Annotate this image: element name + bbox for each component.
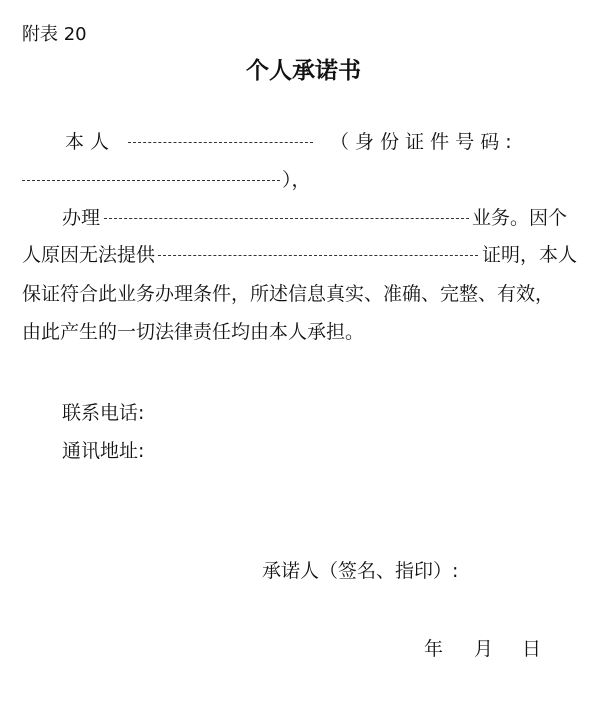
id-number-label: （ 身 份 证 件 号 码 : xyxy=(330,131,512,153)
guarantee-text: 保证符合此业务办理条件，所述信息真实、准确、完整、有效， xyxy=(22,283,555,305)
certificate-suffix: 证明，本人 xyxy=(482,244,578,266)
date-month-label: 月 xyxy=(474,638,494,660)
document-title: 个人承诺书 xyxy=(246,57,361,84)
attachment-label: 附表 20 xyxy=(22,24,87,45)
liability-text: 由此产生的一切法律责任均由本人承担。 xyxy=(22,321,365,343)
id-number-close: ）， xyxy=(282,169,311,191)
handle-label: 办理 xyxy=(62,207,101,229)
business-suffix: 业务。因个 xyxy=(472,207,568,229)
date-year-label: 年 xyxy=(424,638,444,660)
date-day-label: 日 xyxy=(522,638,542,660)
date-row xyxy=(0,634,607,664)
certificate-fill-line[interactable] xyxy=(158,255,478,256)
reason-label: 人原因无法提供 xyxy=(22,244,156,266)
contact-phone-label: 联系电话: xyxy=(62,402,145,424)
contact-address-label: 通讯地址: xyxy=(62,440,145,462)
business-fill-line[interactable] xyxy=(104,218,469,219)
id-number-fill-line[interactable] xyxy=(22,180,280,181)
name-label: 本 人 xyxy=(65,131,110,153)
signature-label: 承诺人（签名、指印）: xyxy=(262,560,459,582)
name-fill-line[interactable] xyxy=(128,142,313,143)
